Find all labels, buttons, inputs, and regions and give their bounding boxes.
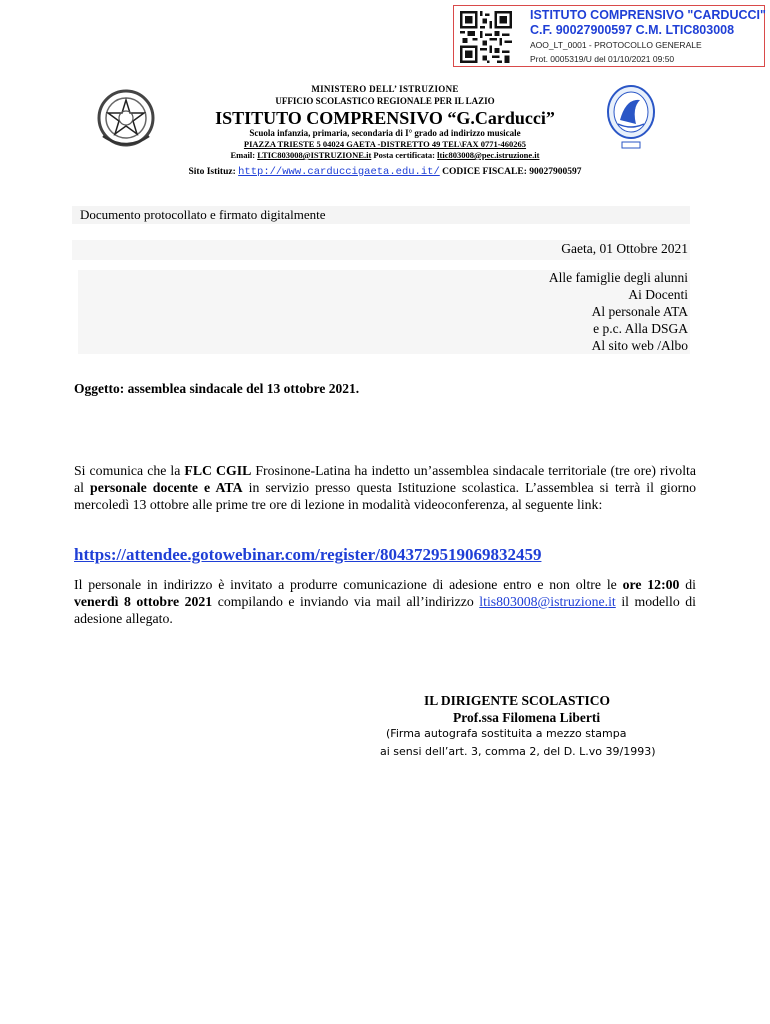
text-run: Si comunica che la: [74, 463, 185, 478]
text-run: Frosinone-Latina ha indetto un’assemblea sindacale territoriale (tre ore) rivolta al: [74, 463, 696, 495]
school-name-heading: ISTITUTO COMPRENSIVO “G.Carducci”: [215, 108, 555, 128]
stamp-school-name: ISTITUTO COMPRENSIVO "CARDUCCI": [530, 8, 766, 22]
protocol-stamp: [453, 5, 765, 67]
recipient-line: Alle famiglie degli alunni: [548, 270, 688, 285]
subject-line: Oggetto: assemblea sindacale del 13 ottobre 2021.: [74, 381, 360, 396]
text-run: in servizio presso questa Istituzione scolastica. L’assemblea si terrà il giorno mercoledì 13 ottobre alle prime tre ore di lezione in modalità videoconferenza, al seguente link:: [74, 480, 697, 512]
recipient-line: Al sito web /Albo: [591, 338, 688, 353]
school-address: PIAZZA TRIESTE 5 04024 GAETA -DISTRETTO 49 TEL\FAX 0771-460265: [243, 139, 527, 149]
signature-name: Prof.ssa Filomena Liberti: [453, 710, 601, 725]
school-description: Scuola infanzia, primaria, secondaria di I° grado ad indirizzo musicale: [249, 128, 521, 138]
reply-email-link[interactable]: ltis803008@istruzione.it: [479, 594, 616, 609]
text-run: compilando e inviando via mail all’indirizzo: [212, 594, 480, 609]
email-line: [0, 150, 770, 160]
text-run: il modello di adesione allegato.: [74, 594, 696, 626]
stamp-protocol-number: Prot. 0005319/U del 01/10/2021 09:50: [530, 54, 675, 64]
regional-office-heading: UFFICIO SCOLASTICO REGIONALE PER IL LAZIO: [275, 96, 495, 106]
deadline-date: venerdì 8 ottobre 2021: [74, 594, 213, 609]
recipient-line: Al personale ATA: [591, 304, 688, 319]
union-name: FLC CGIL: [184, 463, 252, 478]
school-email-link[interactable]: LTIC803008@ISTRUZIONE.it: [257, 150, 372, 160]
pec-label: Posta certificata:: [371, 150, 438, 160]
email-label: Email:: [230, 150, 258, 160]
adhesion-paragraph: [74, 576, 696, 627]
ministry-heading: MINISTERO DELL’ ISTRUZIONE: [311, 84, 459, 94]
announcement-paragraph: [74, 462, 696, 513]
signature-role: IL DIRIGENTE SCOLASTICO: [424, 693, 611, 708]
fiscal-code: CODICE FISCALE: 90027900597: [439, 167, 582, 177]
target-staff: personale docente e ATA: [90, 480, 243, 495]
text-run: di: [679, 577, 696, 592]
deadline-time: ore 12:00: [622, 577, 680, 592]
recipient-line: Ai Docenti: [628, 287, 688, 302]
webinar-link[interactable]: https://attendee.gotowebinar.com/register/8043729519069832459: [74, 545, 542, 564]
signature-note: (Firma autografa sostituita a mezzo stampa: [386, 727, 627, 740]
recipient-line: e p.c. Alla DSGA: [593, 321, 688, 336]
protocol-note: Documento protocollato e firmato digitalmente: [72, 206, 690, 224]
document-date: Gaeta, 01 Ottobre 2021: [561, 241, 688, 256]
stamp-registry: AOO_LT_0001 - PROTOCOLLO GENERALE: [530, 40, 702, 50]
signature-note: ai sensi dell’art. 3, comma 2, del D. L.vo 39/1993): [380, 745, 656, 758]
website-link[interactable]: http://www.carduccigaeta.edu.it/: [238, 166, 440, 178]
website-line: [0, 166, 770, 178]
text-run: Il personale in indirizzo è invitato a produrre comunicazione di adesione entro e non oltre le: [74, 577, 623, 592]
site-label: Sito Istituz:: [188, 167, 239, 177]
qr-code-icon: [460, 11, 512, 63]
stamp-codes: C.F. 90027900597 C.M. LTIC803008: [530, 23, 735, 37]
school-pec-link[interactable]: ltic803008@pec.istruzione.it: [437, 150, 540, 160]
